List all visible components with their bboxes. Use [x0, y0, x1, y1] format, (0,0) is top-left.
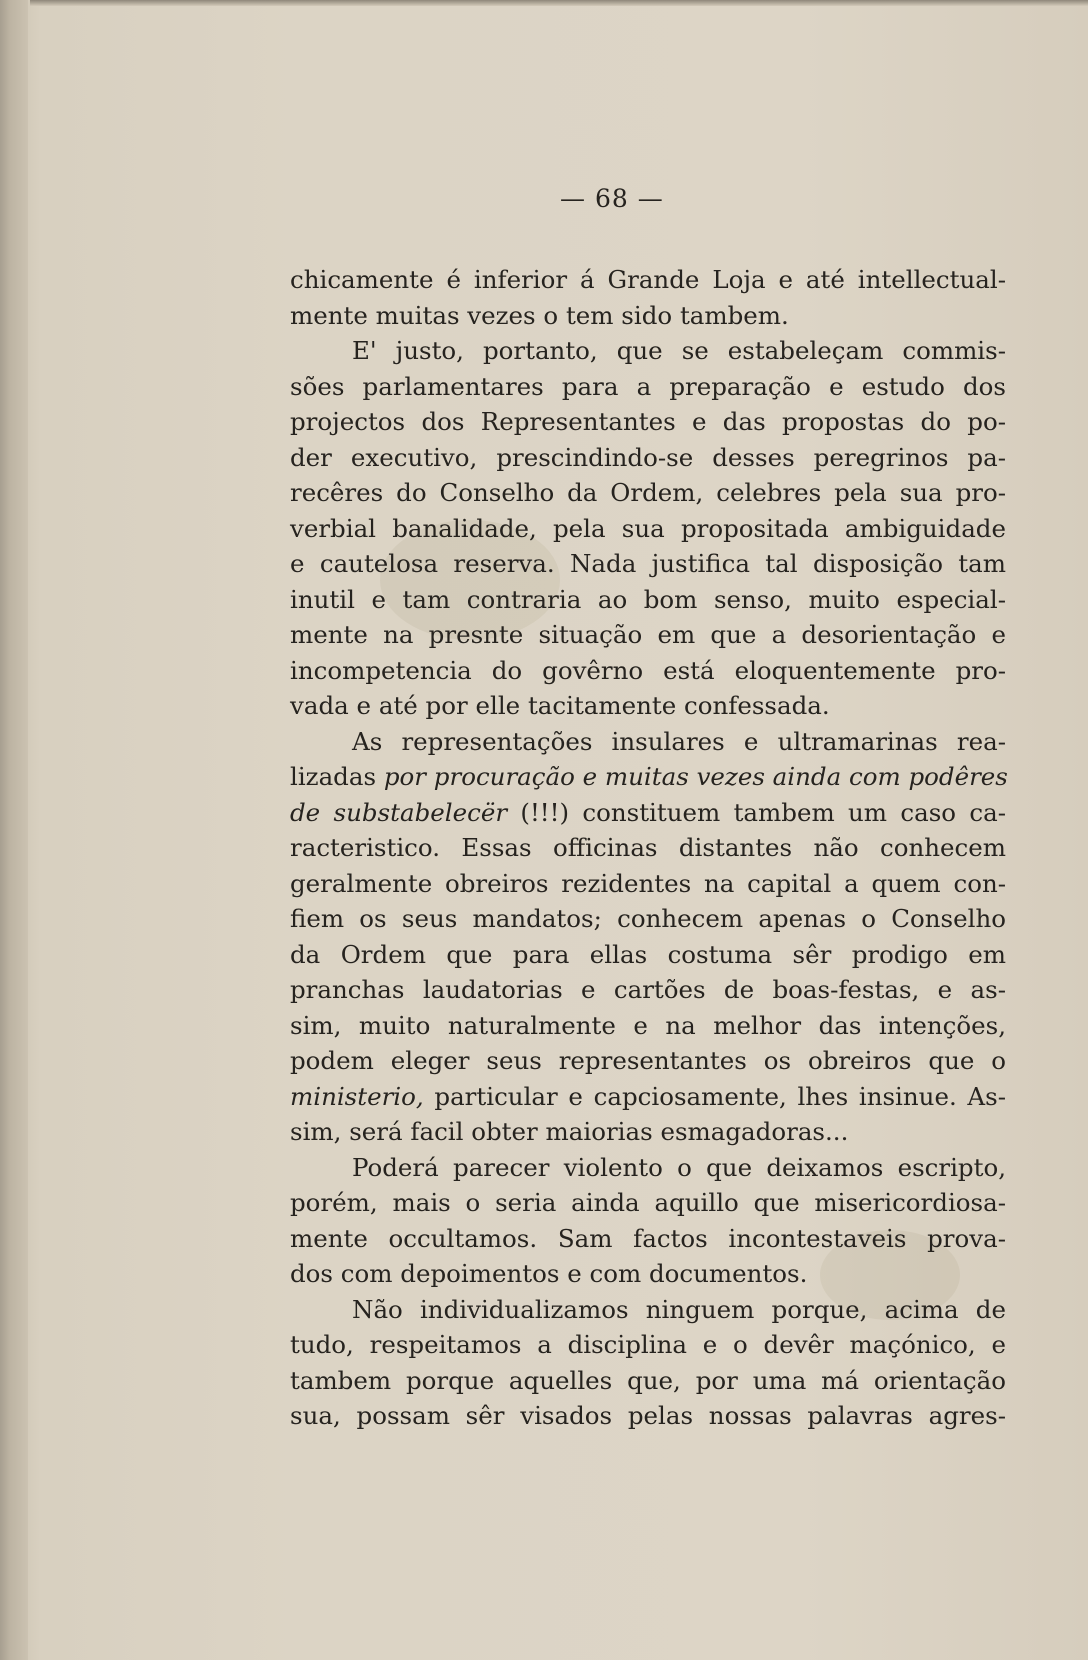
page-top-edge [30, 0, 1088, 6]
text-line: da Ordem que para ellas costuma sêr prodigo em [290, 939, 1006, 969]
text-line [290, 759, 1006, 795]
text-line: verbial banalidade, pela sua propositada ambiguidade [290, 513, 1006, 543]
text-line: mente occultamos. Sam factos incontestaveis prova- [290, 1223, 1006, 1253]
text-line: sim, muito naturalmente e na melhor das intenções, [290, 1010, 1006, 1040]
body-text [290, 262, 1006, 1434]
text-line: porém, mais o seria ainda aquillo que misericordiosa- [290, 1188, 1006, 1217]
text-line: sua, possam sêr visados pelas nossas palavras agres- [290, 1401, 1006, 1430]
text-line: projectos dos Representantes e das propostas do po- [290, 407, 1006, 436]
text-fragment: particular e capciosamente, lhes insinue. As- [434, 1081, 1006, 1111]
text-line: Poderá parecer violento o que deixamos escripto, [352, 1152, 1006, 1182]
text-line: geralmente obreiros rezidentes na capital a quem con- [290, 868, 1006, 898]
text-line: podem eleger seus representantes os obreiros que o [290, 1046, 1006, 1075]
page-number: — 68 — [560, 184, 664, 213]
italic-text: ministerio, [290, 1081, 424, 1111]
text-line: e cautelosa reserva. Nada justifica tal disposição tam [290, 549, 1006, 578]
text-line: As representações insulares e ultramarinas rea- [352, 726, 1006, 756]
text-line: incompetencia do govêrno está eloquentemente pro- [290, 655, 1006, 685]
text-line: vada e até por elle tacitamente confessada. [290, 691, 830, 720]
text-line: mente muitas vezes o tem sido tambem. [290, 300, 789, 330]
italic-text: de substabelecër [290, 797, 508, 827]
text-line: Não individualizamos ninguem porque, acima de [352, 1294, 1006, 1324]
text-line: sim, será facil obter maiorias esmagadoras... [290, 1117, 849, 1146]
text-line: fiem os seus mandatos; conhecem apenas o Conselho [290, 904, 1006, 933]
text-line [290, 1079, 1006, 1115]
text-fragment: lizadas [290, 762, 377, 791]
text-line: tambem porque aquelles que, por uma má orientação [290, 1365, 1006, 1395]
italic-text: por procuração e muitas vezes ainda com podêres [383, 762, 1008, 791]
text-line: der executivo, prescindindo-se desses peregrinos pa- [290, 442, 1006, 472]
text-fragment: (!!!) constituem tambem um caso ca- [520, 797, 1006, 827]
text-line: sões parlamentares para a preparação e estudo dos [290, 371, 1006, 401]
text-line: recêres do Conselho da Ordem, celebres pela sua pro- [290, 478, 1006, 507]
text-line: pranchas laudatorias e cartões de boas-festas, e as- [290, 975, 1006, 1004]
page-binding-edge [0, 0, 28, 1660]
text-line: mente na presnte situação em que a desorientação e [290, 620, 1006, 649]
text-line: tudo, respeitamos a disciplina e o devêr maçónico, e [290, 1330, 1006, 1359]
text-line: dos com depoimentos e com documentos. [290, 1259, 808, 1288]
text-line: E' justo, portanto, que se estabeleçam commis- [352, 336, 1006, 365]
text-line: racteristico. Essas officinas distantes não conhecem [290, 833, 1006, 862]
text-line: chicamente é inferior á Grande Loja e até intellectual- [290, 265, 1006, 294]
text-line [290, 795, 1006, 831]
text-line: inutil e tam contraria ao bom senso, muito especial- [290, 584, 1006, 614]
